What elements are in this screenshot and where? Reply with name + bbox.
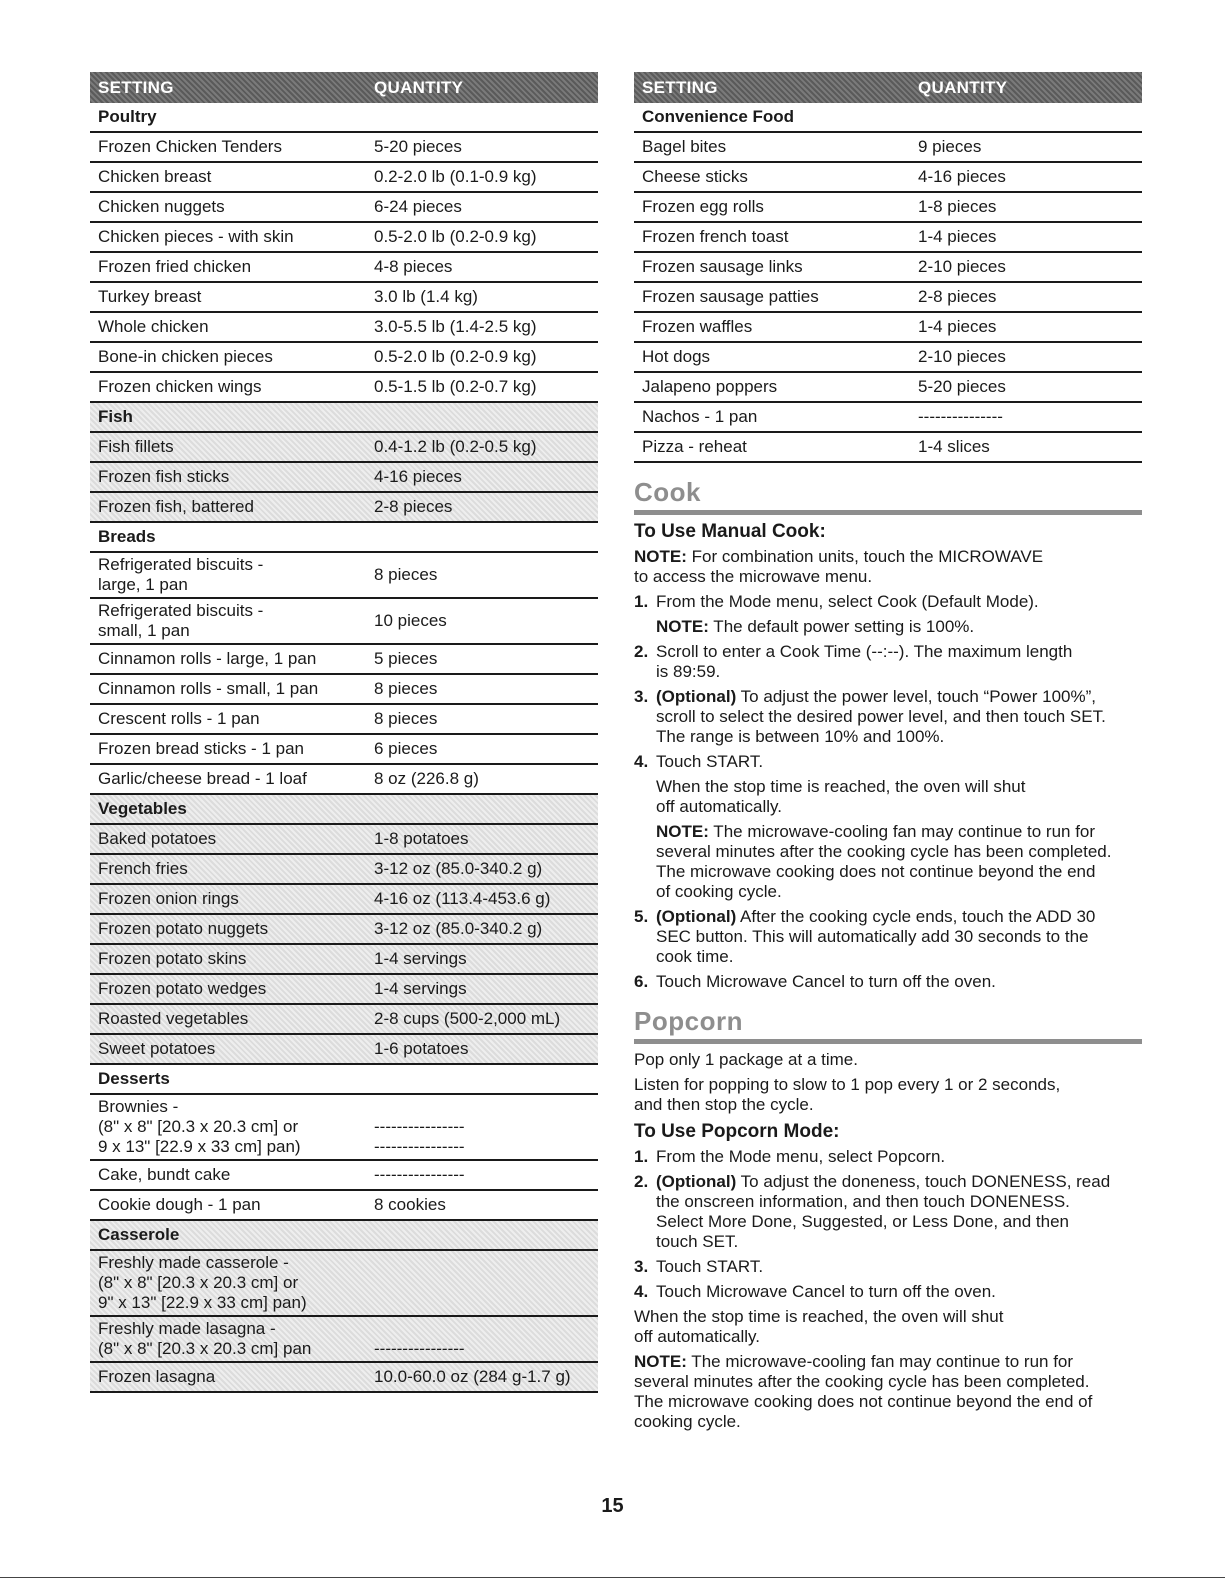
setting-cell: Frozen potato nuggets <box>98 919 269 938</box>
table-row <box>90 553 598 599</box>
setting-cell: Cake, bundt cake <box>98 1165 231 1184</box>
table-row <box>90 1095 598 1161</box>
quantity-cell <box>374 1319 598 1359</box>
quantity-cell: 0.4-1.2 lb (0.2-0.5 kg) <box>374 437 537 456</box>
setting-cell: Chicken pieces - with skin <box>98 227 294 246</box>
setting-cell: Bone-in chicken pieces <box>98 347 273 366</box>
category-label: Desserts <box>98 1069 170 1088</box>
popcorn-section-title: Popcorn <box>634 1006 1142 1044</box>
quantity-cell: 8 pieces <box>374 679 438 698</box>
table-row <box>90 373 598 403</box>
setting-cell: Baked potatoes <box>98 829 217 848</box>
setting-line: Brownies - <box>98 1097 179 1116</box>
category-row <box>90 795 598 825</box>
setting-cell: Cookie dough - 1 pan <box>98 1195 261 1214</box>
cook-step: 1. From the Mode menu, select Cook (Default Mode). <box>634 592 1039 611</box>
quantity-cell: 0.5-2.0 lb (0.2-0.9 kg) <box>374 347 537 366</box>
table-row <box>634 343 1142 373</box>
popcorn-note: NOTE: The microwave-cooling fan may continue to run for several minutes after the cooking cycle has been completed. The microwave cooking does not continue beyond the end of cooking cycle. <box>634 1352 1093 1431</box>
quantity-cell: 8 oz (226.8 g) <box>374 769 479 788</box>
table-row <box>90 1161 598 1191</box>
popcorn-step: 1. From the Mode menu, select Popcorn. <box>634 1147 946 1166</box>
setting-cell: Roasted vegetables <box>98 1009 249 1028</box>
table-row <box>90 313 598 343</box>
quantity-cell: 2-8 pieces <box>918 287 997 306</box>
cook-note: NOTE: For combination units, touch the MICROWAVE to access the microwave menu. <box>634 547 1044 586</box>
setting-cell: Cheese sticks <box>642 167 748 186</box>
header-quantity: QUANTITY <box>918 77 1008 97</box>
left-settings-table <box>90 72 598 1393</box>
table-row <box>90 675 598 705</box>
setting-cell: Chicken breast <box>98 167 212 186</box>
setting-cell: Frozen french toast <box>642 227 789 246</box>
category-label: Breads <box>98 527 156 546</box>
setting-cell <box>90 1097 374 1157</box>
table-row <box>90 1005 598 1035</box>
setting-line: Freshly made casserole - <box>98 1253 289 1272</box>
setting-cell <box>90 1253 374 1313</box>
popcorn-after-para: When the stop time is reached, the oven will shut off automatically. <box>634 1307 1004 1346</box>
table-row <box>90 193 598 223</box>
quantity-cell: 10.0-60.0 oz (284 g-1.7 g) <box>374 1367 571 1386</box>
header-quantity: QUANTITY <box>374 77 464 97</box>
table-row <box>90 133 598 163</box>
category-row <box>634 103 1142 133</box>
setting-cell: Frozen fish, battered <box>98 497 254 516</box>
table-body <box>90 103 598 1393</box>
setting-cell: Frozen chicken wings <box>98 377 262 396</box>
table-row <box>90 599 598 645</box>
quantity-cell: 5-20 pieces <box>374 137 462 156</box>
setting-cell: Whole chicken <box>98 317 209 336</box>
setting-line: Freshly made lasagna - <box>98 1319 276 1338</box>
setting-cell: Bagel bites <box>642 137 727 156</box>
table-row <box>90 463 598 493</box>
table-row <box>634 313 1142 343</box>
table-row <box>634 163 1142 193</box>
table-body <box>634 103 1142 463</box>
quantity-line <box>374 1097 598 1117</box>
table-row <box>634 433 1142 463</box>
table-row <box>90 825 598 855</box>
setting-cell: Frozen waffles <box>642 317 753 336</box>
setting-cell: Cinnamon rolls - small, 1 pan <box>98 679 319 698</box>
quantity-cell: 4-8 pieces <box>374 257 453 276</box>
quantity-cell: 1-4 pieces <box>918 227 997 246</box>
setting-cell: Sweet potatoes <box>98 1039 216 1058</box>
cook-step: 2. Scroll to enter a Cook Time (--:--). The maximum length is 89:59. <box>634 642 1073 681</box>
popcorn-mode-subtitle: To Use Popcorn Mode: <box>634 1121 840 1142</box>
setting-cell: French fries <box>98 859 188 878</box>
setting-cell: Fish fillets <box>98 437 174 456</box>
cook-step: 5. (Optional) After the cooking cycle ends, touch the ADD 30 SEC button. This will automatically add 30 seconds to the cook time. <box>634 907 1096 966</box>
category-label: Poultry <box>98 107 157 126</box>
table-row <box>90 1317 598 1363</box>
quantity-line <box>374 1293 598 1313</box>
category-row <box>90 523 598 553</box>
cook-step4-note: NOTE: The microwave-cooling fan may continue to run for several minutes after the cooking cycle has been completed. The microwave cooking does not continue beyond the end of cooking cycle. <box>656 822 1112 901</box>
header-setting: SETTING <box>98 77 174 97</box>
setting-cell: Turkey breast <box>98 287 202 306</box>
quantity-cell: 2-8 pieces <box>374 497 453 516</box>
table-row <box>90 645 598 675</box>
quantity-cell: ---------------- <box>374 1165 465 1184</box>
table-row <box>90 283 598 313</box>
setting-cell: Frozen lasagna <box>98 1367 216 1386</box>
setting-cell: Frozen fish sticks <box>98 467 230 486</box>
setting-cell: Refrigerated biscuits - small, 1 pan <box>98 601 264 640</box>
setting-cell: Crescent rolls - 1 pan <box>98 709 260 728</box>
quantity-cell <box>374 1253 598 1313</box>
table-row <box>90 1363 598 1393</box>
quantity-cell: 1-4 servings <box>374 949 467 968</box>
category-label: Casserole <box>98 1225 180 1244</box>
quantity-cell: 3-12 oz (85.0-340.2 g) <box>374 919 543 938</box>
popcorn-step: 2. (Optional) To adjust the doneness, touch DONENESS, read the onscreen information, and then touch DONENESS. Select More Done, Suggested, or Less Done, and then touch SET. <box>634 1172 1111 1251</box>
quantity-cell <box>374 1097 598 1157</box>
quantity-cell: 10 pieces <box>374 611 447 630</box>
table-row <box>634 193 1142 223</box>
category-label: Fish <box>98 407 133 426</box>
table-row <box>90 735 598 765</box>
category-row <box>90 103 598 133</box>
table-row <box>90 223 598 253</box>
quantity-line: ---------------- <box>374 1117 465 1136</box>
table-row <box>90 915 598 945</box>
setting-cell: Frozen sausage patties <box>642 287 819 306</box>
table-row <box>634 253 1142 283</box>
setting-cell: Chicken nuggets <box>98 197 225 216</box>
setting-cell: Frozen bread sticks - 1 pan <box>98 739 304 758</box>
cook-section-title: Cook <box>634 477 1142 515</box>
quantity-cell: 2-10 pieces <box>918 257 1006 276</box>
table-row <box>90 493 598 523</box>
category-label: Convenience Food <box>642 107 795 126</box>
quantity-cell: 1-4 slices <box>918 437 990 456</box>
table-row <box>90 433 598 463</box>
setting-cell: Pizza - reheat <box>642 437 747 456</box>
quantity-cell: 8 pieces <box>374 565 438 584</box>
quantity-cell: 1-4 pieces <box>918 317 997 336</box>
table-row <box>90 343 598 373</box>
table-row <box>90 855 598 885</box>
table-row <box>90 765 598 795</box>
setting-line: (8" x 8" [20.3 x 20.3 cm] or <box>98 1117 299 1136</box>
setting-cell <box>90 1319 374 1359</box>
setting-cell: Frozen fried chicken <box>98 257 252 276</box>
quantity-cell: 4-16 pieces <box>918 167 1006 186</box>
quantity-cell: 1-8 potatoes <box>374 829 469 848</box>
setting-cell: Frozen sausage links <box>642 257 803 276</box>
bottom-rule <box>0 1577 1225 1578</box>
table-row <box>90 945 598 975</box>
cook-step4-para: When the stop time is reached, the oven will shut off automatically. <box>656 777 1026 816</box>
quantity-cell: 3-12 oz (85.0-340.2 g) <box>374 859 543 878</box>
setting-line: 9" x 13" [22.9 x 33 cm] pan) <box>98 1293 307 1312</box>
category-label: Vegetables <box>98 799 187 818</box>
quantity-cell: 1-4 servings <box>374 979 467 998</box>
quantity-line <box>374 1319 598 1339</box>
setting-cell: Frozen Chicken Tenders <box>98 137 282 156</box>
quantity-cell: 9 pieces <box>918 137 982 156</box>
setting-cell: Cinnamon rolls - large, 1 pan <box>98 649 317 668</box>
cook-step1-note: NOTE: The default power setting is 100%. <box>656 617 975 636</box>
table-row <box>90 1191 598 1221</box>
table-row <box>634 373 1142 403</box>
quantity-cell: 6 pieces <box>374 739 438 758</box>
quantity-cell: 8 pieces <box>374 709 438 728</box>
quantity-line <box>374 1253 598 1273</box>
table-row <box>90 163 598 193</box>
quantity-cell: 3.0-5.5 lb (1.4-2.5 kg) <box>374 317 537 336</box>
category-row <box>90 1065 598 1095</box>
quantity-line <box>374 1273 598 1293</box>
quantity-cell: 4-16 pieces <box>374 467 462 486</box>
quantity-line: ---------------- <box>374 1137 465 1156</box>
setting-cell: Frozen onion rings <box>98 889 239 908</box>
category-row <box>90 403 598 433</box>
quantity-cell: 6-24 pieces <box>374 197 462 216</box>
setting-cell: Frozen egg rolls <box>642 197 764 216</box>
header-setting: SETTING <box>642 77 718 97</box>
setting-cell: Refrigerated biscuits - large, 1 pan <box>98 555 264 594</box>
page-number: 15 <box>601 1495 624 1517</box>
table-row <box>90 1251 598 1317</box>
quantity-cell: 0.2-2.0 lb (0.1-0.9 kg) <box>374 167 537 186</box>
manual-cook-subtitle: To Use Manual Cook: <box>634 521 826 542</box>
quantity-cell: 5-20 pieces <box>918 377 1006 396</box>
setting-cell: Frozen potato wedges <box>98 979 267 998</box>
table-header <box>90 72 598 103</box>
table-row <box>634 133 1142 163</box>
setting-cell: Garlic/cheese bread - 1 loaf <box>98 769 307 788</box>
setting-cell: Jalapeno poppers <box>642 377 778 396</box>
quantity-cell: 0.5-1.5 lb (0.2-0.7 kg) <box>374 377 537 396</box>
category-row <box>90 1221 598 1251</box>
cook-step: 6. Touch Microwave Cancel to turn off the oven. <box>634 972 996 991</box>
setting-cell: Hot dogs <box>642 347 711 366</box>
quantity-cell: 1-6 potatoes <box>374 1039 469 1058</box>
right-column <box>634 72 1142 1437</box>
table-row <box>90 705 598 735</box>
table-row <box>90 885 598 915</box>
setting-line: (8" x 8" [20.3 x 20.3 cm] or <box>98 1273 299 1292</box>
setting-line: (8" x 8" [20.3 x 20.3 cm] pan <box>98 1339 312 1358</box>
quantity-line: ---------------- <box>374 1339 465 1358</box>
quantity-cell: 8 cookies <box>374 1195 446 1214</box>
table-header <box>634 72 1142 103</box>
quantity-cell: 2-10 pieces <box>918 347 1006 366</box>
table-row <box>634 283 1142 313</box>
popcorn-step: 3. Touch START. <box>634 1257 764 1276</box>
table-row <box>90 1035 598 1065</box>
popcorn-para: Pop only 1 package at a time. <box>634 1050 858 1069</box>
table-row <box>634 223 1142 253</box>
setting-cell: Nachos - 1 pan <box>642 407 758 426</box>
popcorn-para: Listen for popping to slow to 1 pop every 1 or 2 seconds, and then stop the cycle. <box>634 1075 1061 1114</box>
cook-step: 4. Touch START. <box>634 752 764 771</box>
table-row <box>90 975 598 1005</box>
setting-line: 9 x 13" [22.9 x 33 cm] pan) <box>98 1137 301 1156</box>
cook-step: 3. (Optional) To adjust the power level, touch “Power 100%”, scroll to select the desired power level, and then touch SET. The range is between 10% and 100%. <box>634 687 1106 746</box>
table-row <box>634 403 1142 433</box>
setting-cell: Frozen potato skins <box>98 949 247 968</box>
quantity-cell: 3.0 lb (1.4 kg) <box>374 287 478 306</box>
quantity-cell: 0.5-2.0 lb (0.2-0.9 kg) <box>374 227 537 246</box>
popcorn-step: 4. Touch Microwave Cancel to turn off the oven. <box>634 1282 996 1301</box>
quantity-cell: 4-16 oz (113.4-453.6 g) <box>374 889 551 908</box>
quantity-cell: 5 pieces <box>374 649 438 668</box>
quantity-cell: --------------- <box>918 407 1003 426</box>
quantity-cell: 1-8 pieces <box>918 197 997 216</box>
quantity-cell: 2-8 cups (500-2,000 mL) <box>374 1009 561 1028</box>
table-row <box>90 253 598 283</box>
